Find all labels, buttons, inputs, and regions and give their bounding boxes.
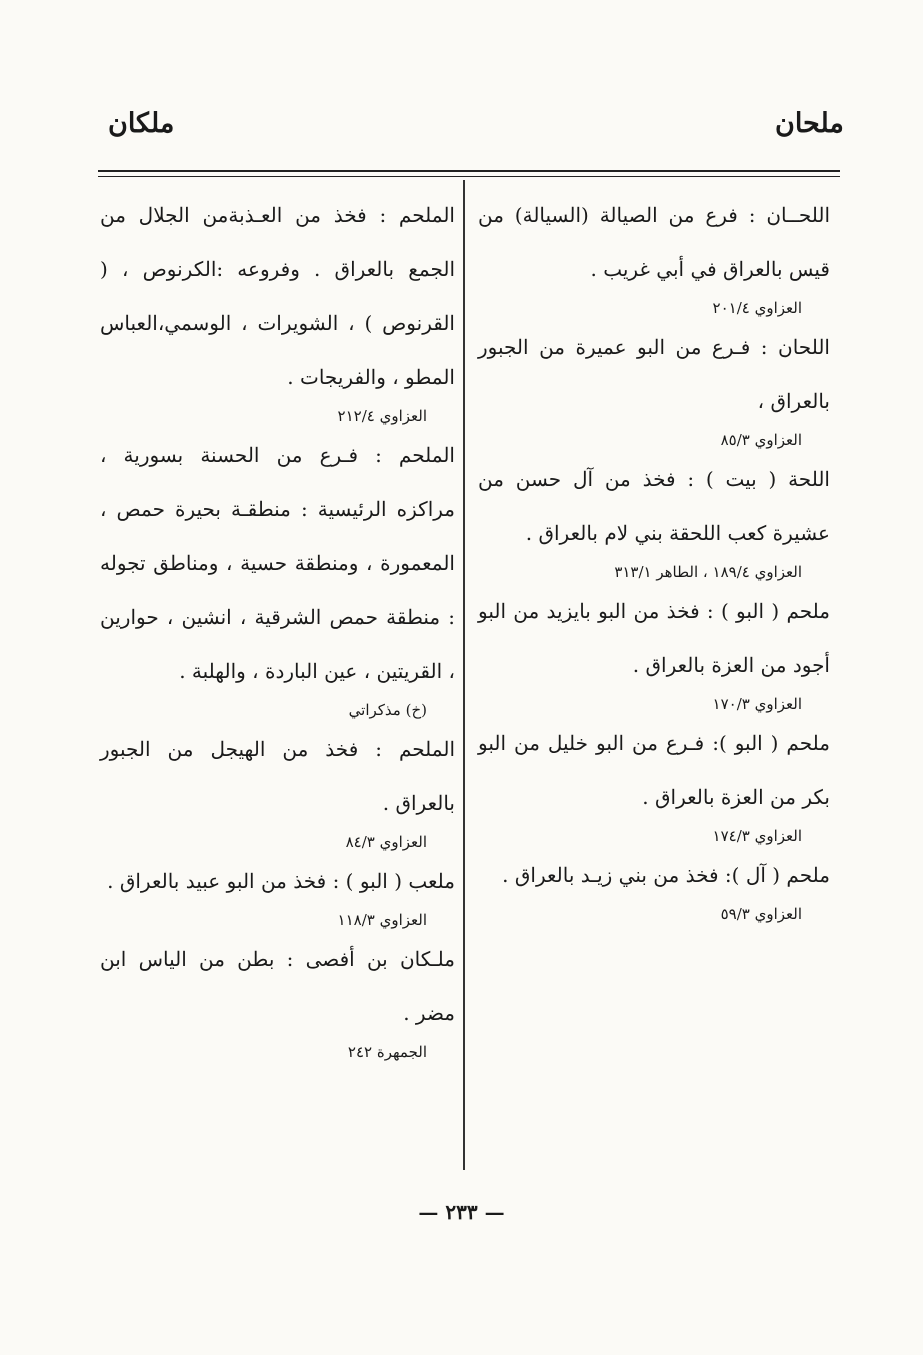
page-number: — ٢٣٣ —: [418, 1200, 505, 1224]
entry: [478, 584, 830, 716]
entry-source: العزاوي ١٧٠/٣: [712, 695, 802, 713]
entry: [100, 722, 455, 854]
entry-text: ملحم ( آل ): فخذ من بني زيـد بالعراق .: [502, 863, 830, 887]
entry: [100, 188, 455, 428]
entry-text: اللحــان : فرع من الصيالة (السيالة) من قيس بالعراق في أبي غريب .: [478, 203, 830, 281]
entry-text: الملحم : فخذ من العـذبةمن الجلال من الجمع بالعراق . وفروعه :الكرنوص ، ( القرنوص ) ، الشويرات ، الوسمي،العباس المطو ، والفريجات .: [100, 203, 455, 389]
entry-source: العزاوي ١١٨/٣: [337, 911, 427, 929]
entry-source: العزاوي ٨٥/٣: [720, 431, 802, 449]
entry-source: العزاوي ٥٩/٣: [720, 905, 802, 923]
entry-text: ملحم ( البو ): فـرع من البو خليل من البو بكر من العزة بالعراق .: [478, 731, 830, 809]
entry-source: العزاوي ٨٤/٣: [345, 833, 427, 851]
entry-text: الملحم : فخذ من الهيجل من الجبور بالعراق .: [100, 737, 455, 815]
entry: [478, 716, 830, 848]
entry-source: العزاوي ١٧٤/٣: [712, 827, 802, 845]
entry-text: ملحم ( البو ) : فخذ من البو بايزيد من البو أجود من العزة بالعراق .: [478, 599, 830, 677]
header-rule: [98, 170, 840, 172]
entry-source: الجمهرة ٢٤٢: [347, 1043, 427, 1061]
header-rule-thin: [98, 176, 840, 177]
entry: [478, 188, 830, 320]
entry-source: العزاوي ٢٠١/٤: [712, 299, 802, 317]
entry: [478, 320, 830, 452]
entry-source: (خ) مذكراتي: [348, 701, 427, 719]
entry: [100, 854, 455, 932]
entry-text: الملحم : فـرع من الحسنة بسورية ، مراكزه الرئيسية : منطقـة بحيرة حمص ، المعمورة ، ومنطقة حسية ، ومناطق تجوله : منطقة حمص الشرقية ، انشين ، حوارين ، القريتين ، عين الباردة ، والهلبة .: [100, 443, 456, 683]
entry-source: العزاوي ١٨٩/٤ ، الطاهر ٣١٣/١: [614, 563, 802, 581]
entry: [100, 932, 455, 1064]
entry-source: العزاوي ٢١٢/٤: [337, 407, 427, 425]
entry: [478, 848, 830, 926]
entry-text: ملعب ( البو ) : فخذ من البو عبيد بالعراق .: [107, 869, 455, 893]
right-column: [478, 188, 830, 926]
running-head-right: ملحان: [775, 108, 844, 139]
entry: [478, 452, 830, 584]
entry-text: اللحان : فـرع من البو عميرة من الجبور بالعراق ،: [478, 335, 830, 413]
entry: [100, 428, 455, 722]
left-column: [100, 188, 455, 1064]
running-head-left: ملكان: [108, 108, 175, 139]
entry-text: ملـكان بن أفصى : بطن من الياس ابن مضر .: [100, 947, 455, 1025]
entry-text: اللحة ( بيت ) : فخذ من آل حسن من عشيرة كعب اللحقة بني لام بالعراق .: [478, 467, 830, 545]
column-divider: [463, 180, 465, 1170]
